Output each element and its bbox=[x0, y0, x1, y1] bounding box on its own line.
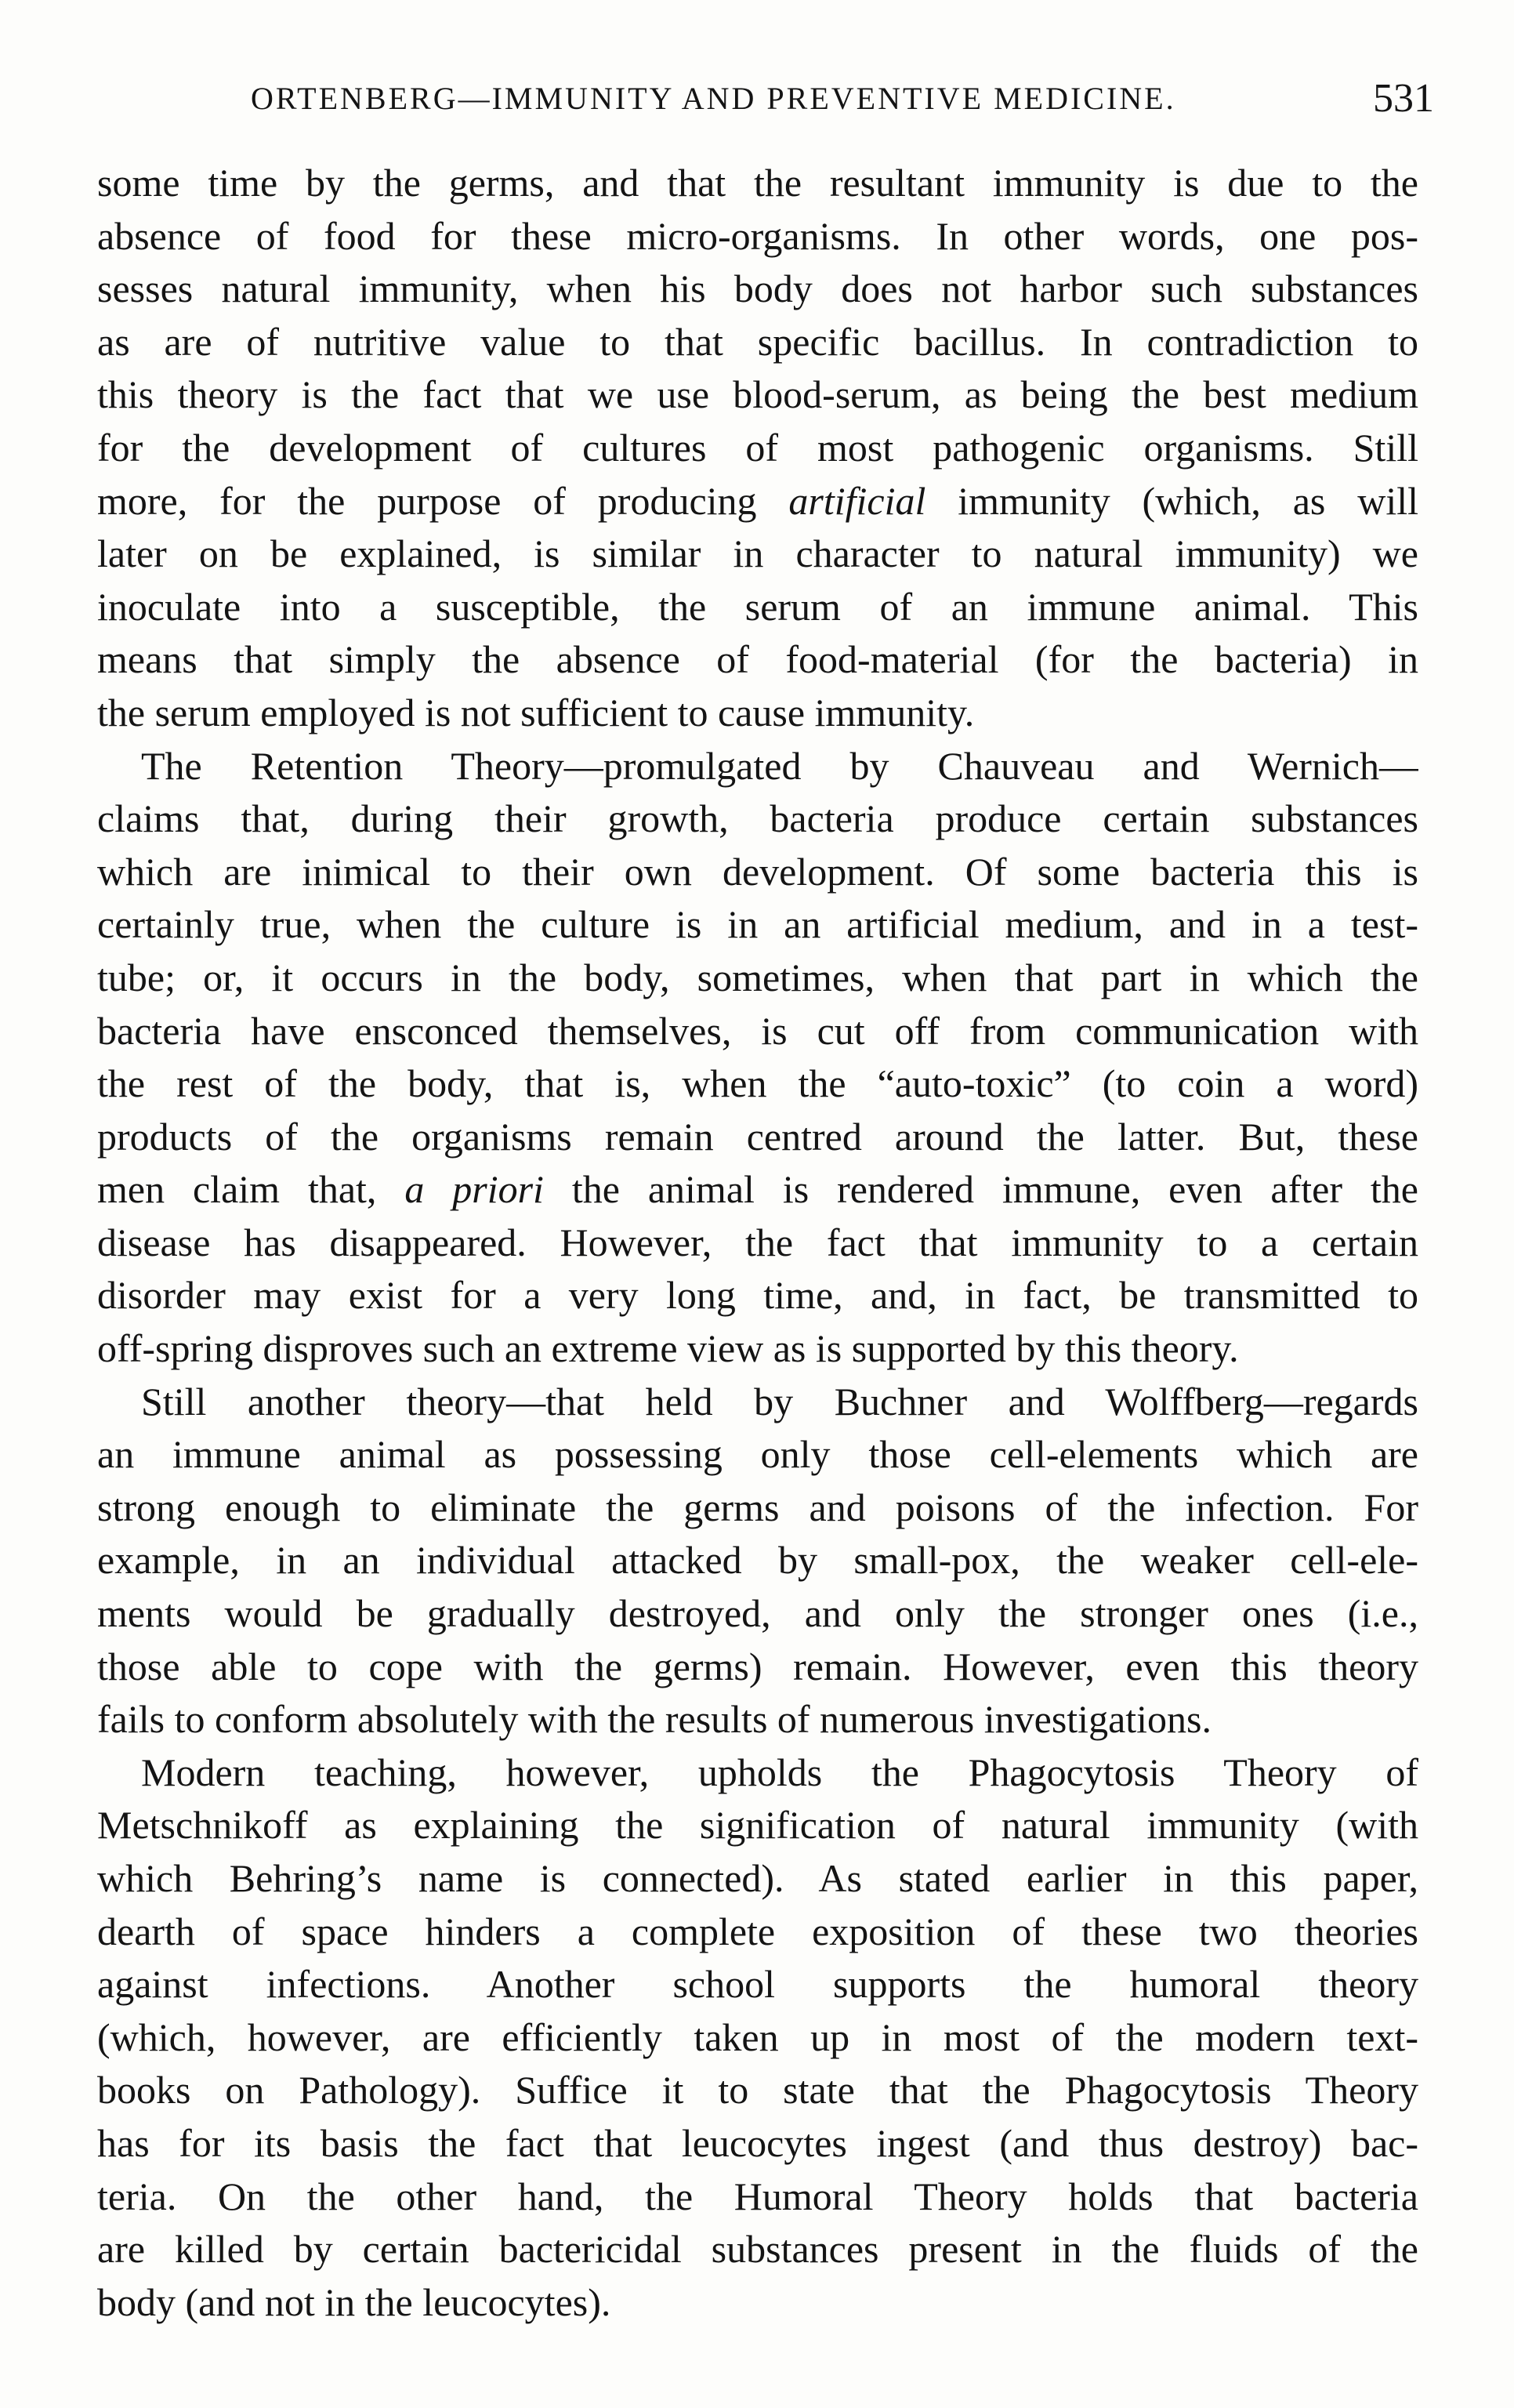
text-line: sesses natural immunity, when his body does not harbor such substances bbox=[97, 267, 1418, 311]
text-segment: the animal is rendered immune, even after the bbox=[543, 1167, 1418, 1212]
text-line: (which, however, are efficiently taken up in most of the modern text- bbox=[97, 2015, 1418, 2059]
text-line: disorder may exist for a very long time, and, in fact, be transmitted to bbox=[97, 1273, 1418, 1318]
text-line: for the development of cultures of most pathogenic organisms. Still bbox=[97, 425, 1418, 470]
text-line: The Retention Theory—promulgated by Chauveau and Wernich— bbox=[141, 743, 1418, 788]
text-line: Metschnikoff as explaining the signification of natural immunity (with bbox=[97, 1803, 1418, 1848]
text-line: those able to cope with the germs) remain. However, even this theory bbox=[97, 1644, 1418, 1688]
text-line: against infections. Another school supports the humoral theory bbox=[97, 1962, 1418, 2007]
text-line: disease has disappeared. However, the fact that immunity to a certain bbox=[97, 1220, 1418, 1264]
text-line: means that simply the absence of food-material (for the bacteria) in bbox=[97, 637, 1418, 682]
running-title: ORTENBERG—IMMUNITY AND PREVENTIVE MEDICINE. bbox=[251, 81, 1176, 116]
text-line: off-spring disproves such an extreme view as is supported by this theory. bbox=[97, 1326, 1239, 1371]
text-line: inoculate into a susceptible, the serum of an immune animal. This bbox=[97, 584, 1418, 629]
text-line: bacteria have ensconced themselves, is cut off from communication with bbox=[97, 1008, 1418, 1053]
text-line: some time by the germs, and that the resultant immunity is due to the bbox=[97, 161, 1418, 205]
text-line: books on Pathology). Suffice it to state that the Phagocytosis Theory bbox=[97, 2068, 1418, 2112]
text-line: an immune animal as possessing only those cell-elements which are bbox=[97, 1432, 1418, 1477]
text-line: example, in an individual attacked by small-pox, the weaker cell-ele- bbox=[97, 1538, 1418, 1583]
text-line bbox=[97, 475, 1418, 528]
text-line: later on be explained, is similar in character to natural immunity) we bbox=[97, 531, 1418, 576]
text-segment: more, for the purpose of producing bbox=[97, 478, 789, 523]
text-line: certainly true, when the culture is in an artificial medium, and in a test- bbox=[97, 902, 1418, 947]
text-line bbox=[97, 1163, 1418, 1217]
text-line: dearth of space hinders a complete exposition of these two theories bbox=[97, 1909, 1418, 1953]
running-head bbox=[102, 75, 1434, 132]
paragraph bbox=[97, 157, 1418, 740]
text-line: claims that, during their growth, bacteria produce certain substances bbox=[97, 796, 1418, 841]
text-line: body (and not in the leucocytes). bbox=[97, 2279, 611, 2324]
text-line: absence of food for these micro-organisms. In other words, one pos- bbox=[97, 213, 1418, 258]
text-line: which Behring’s name is connected). As stated earlier in this paper, bbox=[97, 1856, 1418, 1900]
text-line: are killed by certain bactericidal substances present in the fluids of the bbox=[97, 2227, 1418, 2272]
text-line: Modern teaching, however, upholds the Phagocytosis Theory of bbox=[141, 1750, 1418, 1794]
text-line: fails to conform absolutely with the results of numerous investigations. bbox=[97, 1697, 1212, 1742]
text-line: this theory is the fact that we use blood-serum, as being the best medium bbox=[97, 372, 1418, 417]
paragraph bbox=[97, 740, 1418, 1376]
text-segment: men claim that, bbox=[97, 1167, 405, 1212]
text-segment: immunity (which, as will bbox=[925, 478, 1418, 523]
text-line: tube; or, it occurs in the body, sometimes, when that part in which the bbox=[97, 955, 1418, 999]
text-line: as are of nutritive value to that specific bacillus. In contradiction to bbox=[97, 319, 1418, 364]
text-line: which are inimical to their own development. Of some bacteria this is bbox=[97, 849, 1418, 894]
text-line: strong enough to eliminate the germs and poisons of the infection. For bbox=[97, 1485, 1418, 1529]
page-number: 531 bbox=[1373, 76, 1434, 121]
text-line: Still another theory—that held by Buchner and Wolffberg—regards bbox=[141, 1379, 1418, 1423]
paragraph bbox=[97, 1746, 1418, 2330]
paragraph bbox=[97, 1376, 1418, 1746]
text-line: the serum employed is not sufficient to cause immunity. bbox=[97, 690, 975, 734]
text-line: has for its basis the fact that leucocytes ingest (and thus destroy) bac- bbox=[97, 2120, 1418, 2165]
body-text bbox=[97, 157, 1418, 2329]
text-line: ments would be gradually destroyed, and only the stronger ones (i.e., bbox=[97, 1591, 1418, 1636]
text-line: the rest of the body, that is, when the “auto-toxic” (to coin a word) bbox=[97, 1061, 1418, 1106]
text-line: teria. On the other hand, the Humoral Theory holds that bacteria bbox=[97, 2174, 1418, 2218]
text-line: products of the organisms remain centred around the latter. But, these bbox=[97, 1114, 1418, 1159]
italic-text: artificial bbox=[788, 478, 926, 523]
italic-text: a priori bbox=[404, 1167, 544, 1212]
